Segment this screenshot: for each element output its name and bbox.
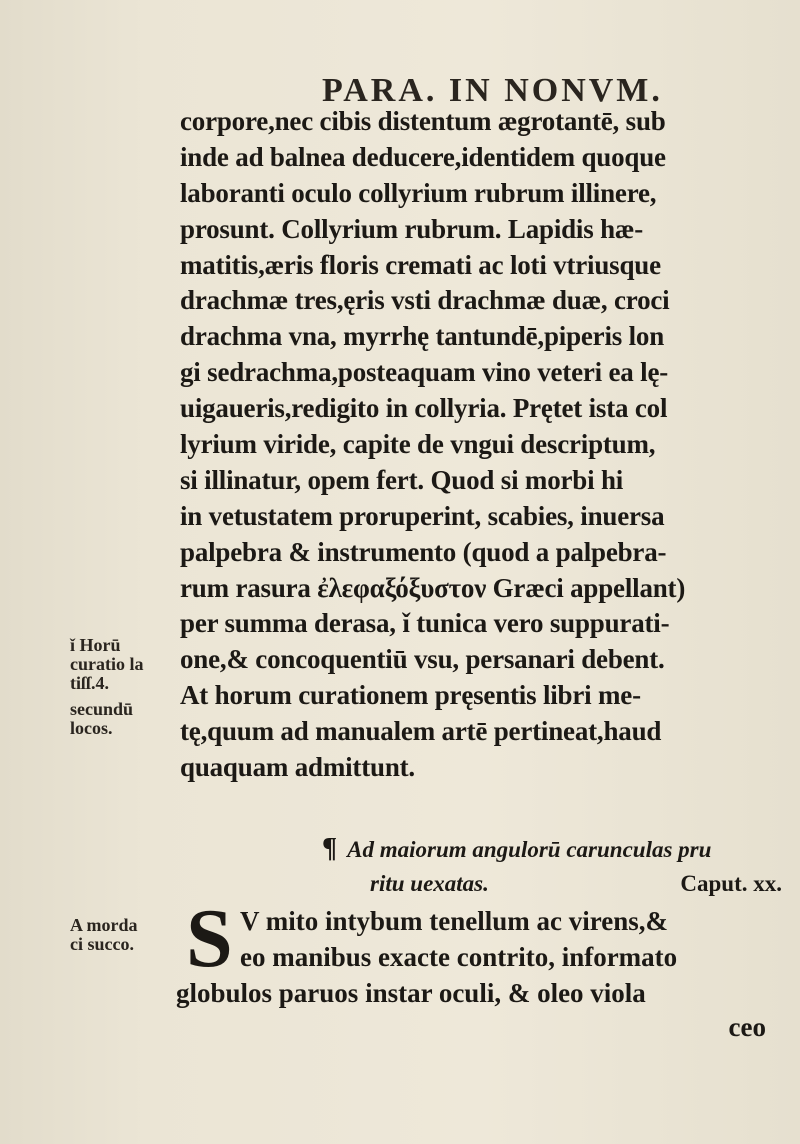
text-line: in vetustatem proruperint, scabies, inuersa bbox=[180, 500, 665, 531]
text-line: one,& concoquentiū vsu, persanari debent. bbox=[180, 644, 665, 675]
chapter-number: Caput. xx. bbox=[680, 871, 782, 896]
chapter-heading-line bbox=[322, 867, 782, 901]
text-line: drachmæ tres,ęris vsti drachmæ duæ, croci bbox=[180, 285, 670, 316]
text-line: matitis,æris floris cremati ac loti vtriusque bbox=[180, 249, 661, 280]
text-line: palpebra & instrumento (quod a palpebra- bbox=[180, 536, 667, 567]
text-line: prosunt. Collyrium rubrum. Lapidis hæ- bbox=[180, 213, 644, 244]
margin-note-line: tiſſ.4. bbox=[70, 673, 109, 693]
text-line: quaquam admittunt. bbox=[180, 752, 415, 783]
chapter-title-line-1: Ad maiorum angulorū carunculas pru bbox=[347, 837, 712, 862]
text-line: lyrium viride, capite de vngui descriptum, bbox=[180, 429, 656, 460]
text-line: per summa derasa, ǐ tunica vero suppurati- bbox=[180, 608, 670, 639]
text-line: drachma vna, myrrhę tantundē,piperis lon bbox=[180, 321, 665, 352]
chapter-text-top bbox=[240, 904, 677, 976]
text-line: inde ad balnea deducere,identidem quoque bbox=[180, 141, 666, 172]
text-line: globulos paruos instar oculi, & oleo viola bbox=[176, 978, 646, 1008]
text-line: tę,quum ad manualem artē pertineat,haud bbox=[180, 716, 662, 747]
margin-note-secundum bbox=[70, 700, 133, 738]
pilcrow-icon: ¶ bbox=[322, 833, 338, 864]
chapter-text-bottom bbox=[176, 976, 646, 1012]
chapter-heading-line bbox=[322, 832, 782, 867]
margin-note-line: ci succo. bbox=[70, 934, 134, 954]
text-line: uigaueris,redigito in collyria. Prętet ista col bbox=[180, 393, 668, 424]
margin-note-line: locos. bbox=[70, 718, 113, 738]
chapter-heading bbox=[322, 832, 782, 901]
catchword: ceo bbox=[728, 1012, 766, 1042]
text-line: laboranti oculo collyrium rubrum illinere, bbox=[180, 177, 657, 208]
margin-note-line: ǐ Horū bbox=[70, 635, 121, 655]
text-line: At horum curationem pręsentis libri me- bbox=[180, 680, 641, 711]
text-line: gi sedrachma,posteaquam vino veteri ea lę- bbox=[180, 357, 669, 388]
margin-note-line: curatio la bbox=[70, 654, 144, 674]
text-line: eo manibus exacte contrito, informato bbox=[240, 941, 678, 972]
main-text-block bbox=[180, 104, 780, 786]
running-header: PARA. IN NONVM. bbox=[322, 72, 663, 109]
margin-note-mordaci bbox=[70, 916, 138, 954]
margin-note-line: secundū bbox=[70, 699, 134, 719]
margin-note-line: A morda bbox=[70, 915, 138, 935]
text-line: corpore,nec cibis distentum ægrotantē, sub bbox=[180, 106, 666, 136]
chapter-title-line-2: ritu uexatas. bbox=[370, 871, 489, 896]
text-line: rum rasura ἐλεφαξόξυστον Græci appellant) bbox=[180, 572, 686, 603]
drop-capital: S bbox=[186, 892, 233, 985]
text-line: V mito intybum tenellum ac virens,& bbox=[240, 906, 668, 936]
margin-note-horum bbox=[70, 636, 144, 693]
text-line: si illinatur, opem fert. Quod si morbi hi bbox=[180, 464, 624, 495]
